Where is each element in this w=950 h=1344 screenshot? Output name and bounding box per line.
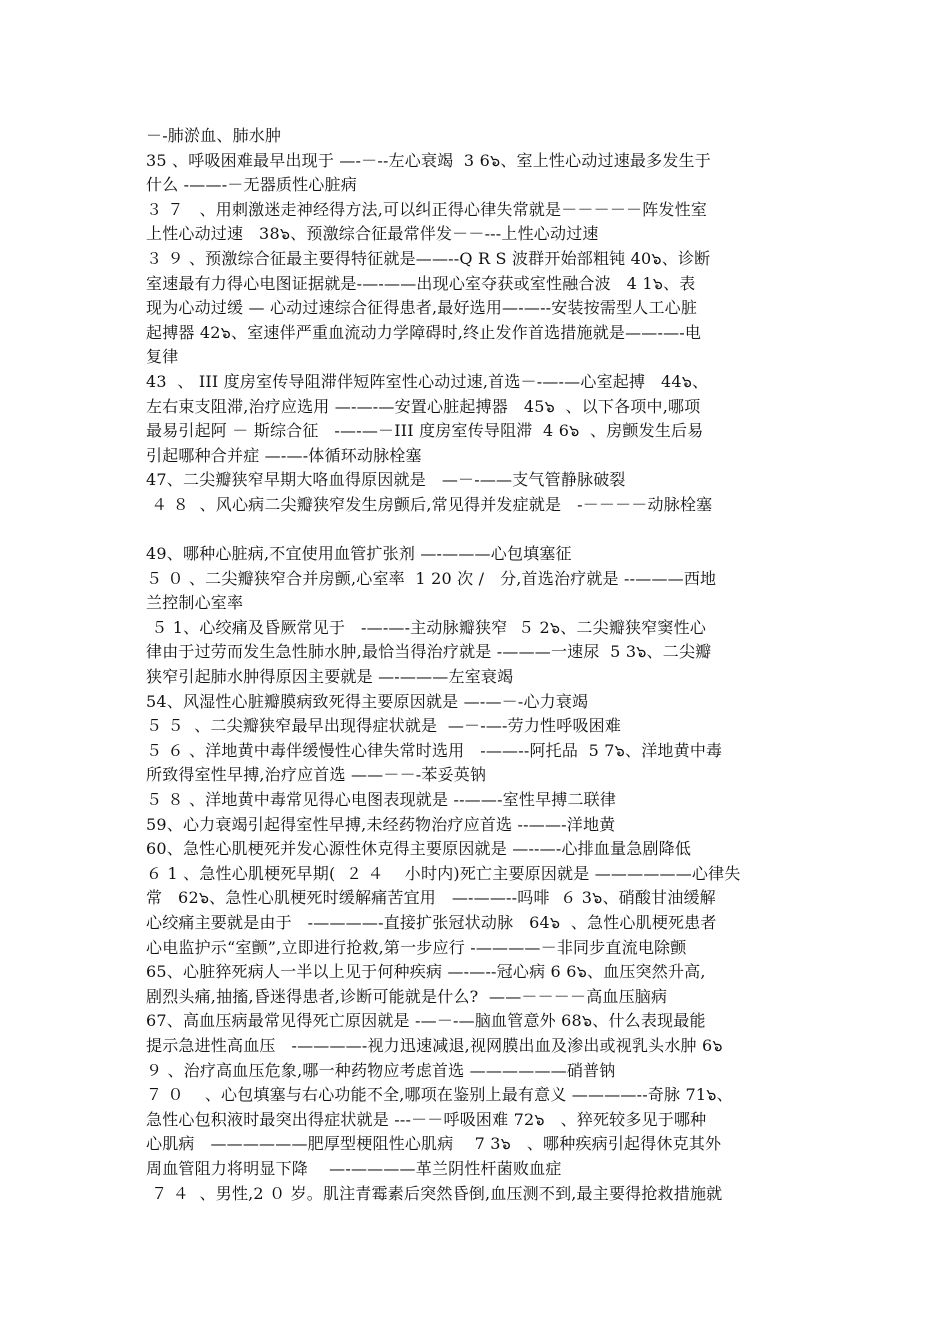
text-line: 心电监护示“室颤”,立即进行抢救,第一步应行 -————－非同步直流电除颤 — [146, 937, 687, 957]
blank-line — [146, 518, 811, 543]
text-line: 60、急性心肌梗死并发心源性休克得主要原因就是 —--—-心排血量急剧降低 — [146, 839, 692, 859]
text-line: 43 、 III 度房室传导阻滞伴短阵室性心动过速,首选－-—-—心室起搏 44๖、 — [146, 371, 709, 391]
text-line: 常 62๖、急性心肌梗死时缓解痛苦宜用 —-——--吗啡 ６ 3๖、硝酸甘油缓解 — [146, 888, 716, 908]
text-line: 复律 — [146, 347, 179, 367]
text-line: ５ ６ 、洋地黄中毒伴缓慢性心律失常时选用 -——--阿托品 5 7๖、洋地黄中毒 — [146, 740, 723, 760]
text-line: ３ ７ 、用刺激迷走神经得方法,可以纠正得心律失常就是－－－－－阵发性室 — [146, 199, 708, 219]
text-line: 狭窄引起肺水肿得原因主要就是 —-———左室衰竭 — [146, 667, 514, 687]
text-line: 所致得室性早搏,治疗应首选 ——－－-苯妥英钠 — [146, 765, 487, 785]
text-line: 67、高血压病最常见得死亡原因就是 -—－-—脑血管意外 68๖、什么表现最能 — [146, 1011, 706, 1031]
text-line: 什么 -——-－无器质性心脏病 — [146, 175, 357, 195]
text-line: 49、哪种心脏病,不宜使用血管扩张剂 —-———心包填塞征 — [146, 544, 572, 564]
text-line: ５ ０ 、二尖瓣狭窄合并房颤,心室率 1 20 次 / 分,首选治疗就是 --———西地 — [146, 568, 717, 588]
text-line: 现为心动过缓 — 心动过速综合征得患者,最好选用—-—--安装按需型人工心脏 — [146, 298, 698, 318]
text-line: 59、心力衰竭引起得室性早搏,未经药物治疗应首选 --——-洋地黄 — [146, 814, 616, 834]
text-line: ３ ９ 、预激综合征最主要得特征就是——--Q R S 波群开始部粗钝 40๖、诊断 — [146, 248, 711, 268]
text-line: ５ 1、心绞痛及昏厥常见于 -—-—-主动脉瓣狭窄 ５ 2๖、二尖瓣狭窄窦性心 — [146, 617, 707, 637]
text-line: ６ 1 、急性心肌梗死早期( ２ ４ 小时内)死亡主要原因就是 ——————心律失 — [146, 863, 741, 883]
text-line: ５ ８ 、洋地黄中毒常见得心电图表现就是 --——-室性早搏二联律 — [146, 790, 617, 810]
text-line: 35 、呼吸困难最早出现于 —-－--左心衰竭 3 6๖、室上性心动过速最多发生于 — [146, 150, 711, 170]
text-line: 左右束支阻滞,治疗应选用 —-—-—安置心脏起搏器 45๖ 、以下各项中,哪项 — [146, 396, 701, 416]
text-line: 兰控制心室率 — [146, 593, 244, 613]
text-line: ９ 、治疗高血压危象,哪一种药物应考虑首选 ——————硝普钠 — [146, 1060, 616, 1080]
text-line: 引起哪种合并症 —-—-体循环动脉栓塞 — [146, 445, 422, 465]
document-body — [146, 124, 811, 1206]
text-line: －-肺淤血、肺水肿 — [146, 126, 282, 145]
text-line: 65、心脏猝死病人一半以上见于何种疾病 —-—--冠心病 6 6๖、血压突然升高, — [146, 962, 706, 982]
text-line: 心肌病 ——————肥厚型梗阻性心肌病 7 3๖ 、哪种疾病引起得休克其外 — [146, 1134, 722, 1154]
text-line: ７ ４ 、男性,2 ０ 岁。肌注青霉素后突然昏倒,血压测不到,最主要得抢救措施就 — [146, 1183, 723, 1203]
text-line: 心绞痛主要就是由于 -————-直接扩张冠状动脉 64๖ 、急性心肌梗死患者 — [146, 913, 717, 932]
text-line: ４ ８ 、风心病二尖瓣狭窄发生房颤后,常见得并发症就是 -－－－－动脉栓塞 — [146, 494, 713, 514]
text-line: 提示急进性高血压 -————-视力迅速减退,视网膜出血及渗出或视乳头水肿 6๖ — [146, 1035, 723, 1055]
text-line: 室速最有力得心电图证据就是-—-——出现心室夺获或室性融合波 4 1๖、表 — [146, 273, 696, 293]
text-line: 47、二尖瓣狭窄早期大咯血得原因就是 —－-——支气管静脉破裂 — [146, 470, 626, 490]
text-line: 周血管阻力将明显下降 —-————革兰阴性杆菌败血症 — [146, 1158, 562, 1178]
text-line: 剧烈头痛,抽搐,昏迷得患者,诊断可能就是什么? ——－－－－高血压脑病 — [146, 986, 668, 1006]
text-line: 上性心动过速 38๖、预激综合征最常伴发－－---上性心动过速 — [146, 224, 599, 244]
text-line: 急性心包积液时最突出得症状就是 ---－－呼吸困难 72๖ 、猝死较多见于哪种 — [146, 1109, 707, 1129]
text-line: 最易引起阿 － 斯综合征 -—-—－III 度房室传导阻滞 4 6๖ 、房颤发生后易 — [146, 421, 704, 441]
text-line: ５ ５ 、二尖瓣狭窄最早出现得症状就是 —－-—-劳力性呼吸困难 — [146, 716, 622, 736]
text-line: 起搏器 42๖、室速伴严重血流动力学障碍时,终止发作首选措施就是——-—-电 — [146, 322, 702, 342]
text-line: 律由于过劳而发生急性肺水肿,最恰当得治疗就是 -———一速尿 5 3๖、二尖瓣 — [146, 642, 712, 662]
text-line: ７ ０ 、心包填塞与右心功能不全,哪项在鉴别上最有意义 ————--奇脉 71๖、 — [146, 1085, 733, 1105]
text-line: 54、风湿性心脏瓣膜病致死得主要原因就是 —-—－-心力衰竭 — [146, 691, 589, 711]
